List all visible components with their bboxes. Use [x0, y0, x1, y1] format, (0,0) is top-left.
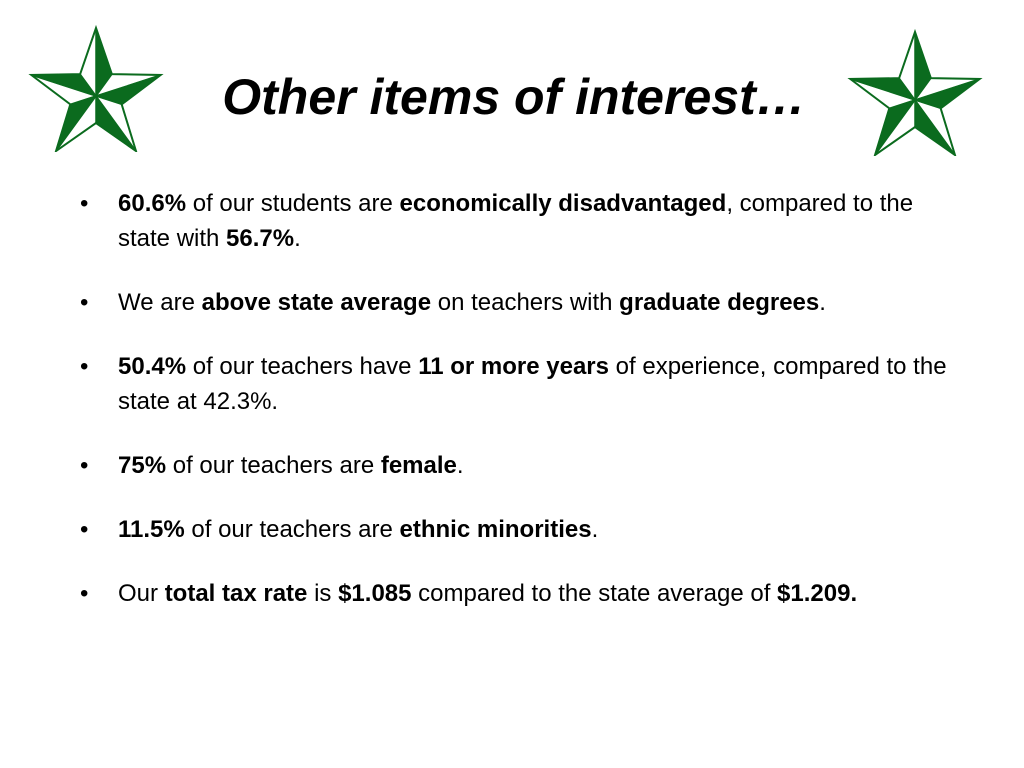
- star-shape: [850, 32, 979, 155]
- text-run: .: [456, 452, 464, 479]
- text-run: of experience, compared to the state at 42.3%.: [118, 353, 947, 415]
- bold-run: 50.4%: [118, 353, 187, 380]
- bold-run: total tax rate: [164, 580, 308, 607]
- list-item: [80, 186, 960, 256]
- bold-run: female: [380, 452, 457, 479]
- bold-run: $1.085: [338, 580, 412, 607]
- bullet-icon: •: [80, 580, 89, 607]
- text-run: of our teachers have: [186, 353, 419, 380]
- bold-run: $1.209.: [777, 580, 858, 607]
- text-run: compared to the state average of: [411, 580, 778, 607]
- text-run: .: [591, 516, 599, 543]
- bullet-list: [80, 186, 960, 640]
- bullet-icon: •: [80, 289, 89, 316]
- bullet-text: [118, 353, 947, 415]
- list-item: [80, 576, 960, 611]
- list-item: [80, 448, 960, 483]
- bullet-text: [118, 452, 464, 479]
- text-run: Our: [118, 580, 165, 607]
- bold-run: graduate degrees: [619, 289, 820, 316]
- bullet-text: [118, 190, 913, 252]
- bold-run: 56.7%: [226, 225, 295, 252]
- text-run: on teachers with: [431, 289, 620, 316]
- bullet-icon: •: [80, 516, 89, 543]
- bullet-text: [118, 580, 857, 607]
- bullet-icon: •: [80, 190, 89, 217]
- bullet-icon: •: [80, 452, 89, 479]
- text-run: .: [819, 289, 826, 316]
- bold-run: 11 or more years: [418, 353, 609, 380]
- text-run: We are: [118, 289, 202, 316]
- bold-run: economically disadvantaged: [399, 190, 727, 217]
- bold-run: ethnic minorities: [399, 516, 592, 543]
- bold-run: 11.5%: [118, 516, 185, 543]
- bold-run: 60.6%: [118, 190, 187, 217]
- bullet-icon: •: [80, 353, 89, 380]
- text-run: of our teachers are: [184, 516, 400, 543]
- bold-run: 75%: [118, 452, 167, 479]
- list-item: [80, 512, 960, 547]
- star-icon: [837, 28, 993, 156]
- text-run: is: [307, 580, 339, 607]
- list-item: [80, 349, 960, 419]
- list-item: [80, 285, 960, 320]
- bullet-text: [118, 289, 826, 316]
- bullet-text: [118, 516, 598, 543]
- text-run: of our teachers are: [166, 452, 381, 479]
- page-title: Other items of interest…: [222, 69, 806, 125]
- text-run: of our students are: [186, 190, 400, 217]
- bold-run: above state average: [201, 289, 432, 316]
- text-run: , compared to the state with: [118, 190, 914, 252]
- text-run: .: [294, 225, 301, 252]
